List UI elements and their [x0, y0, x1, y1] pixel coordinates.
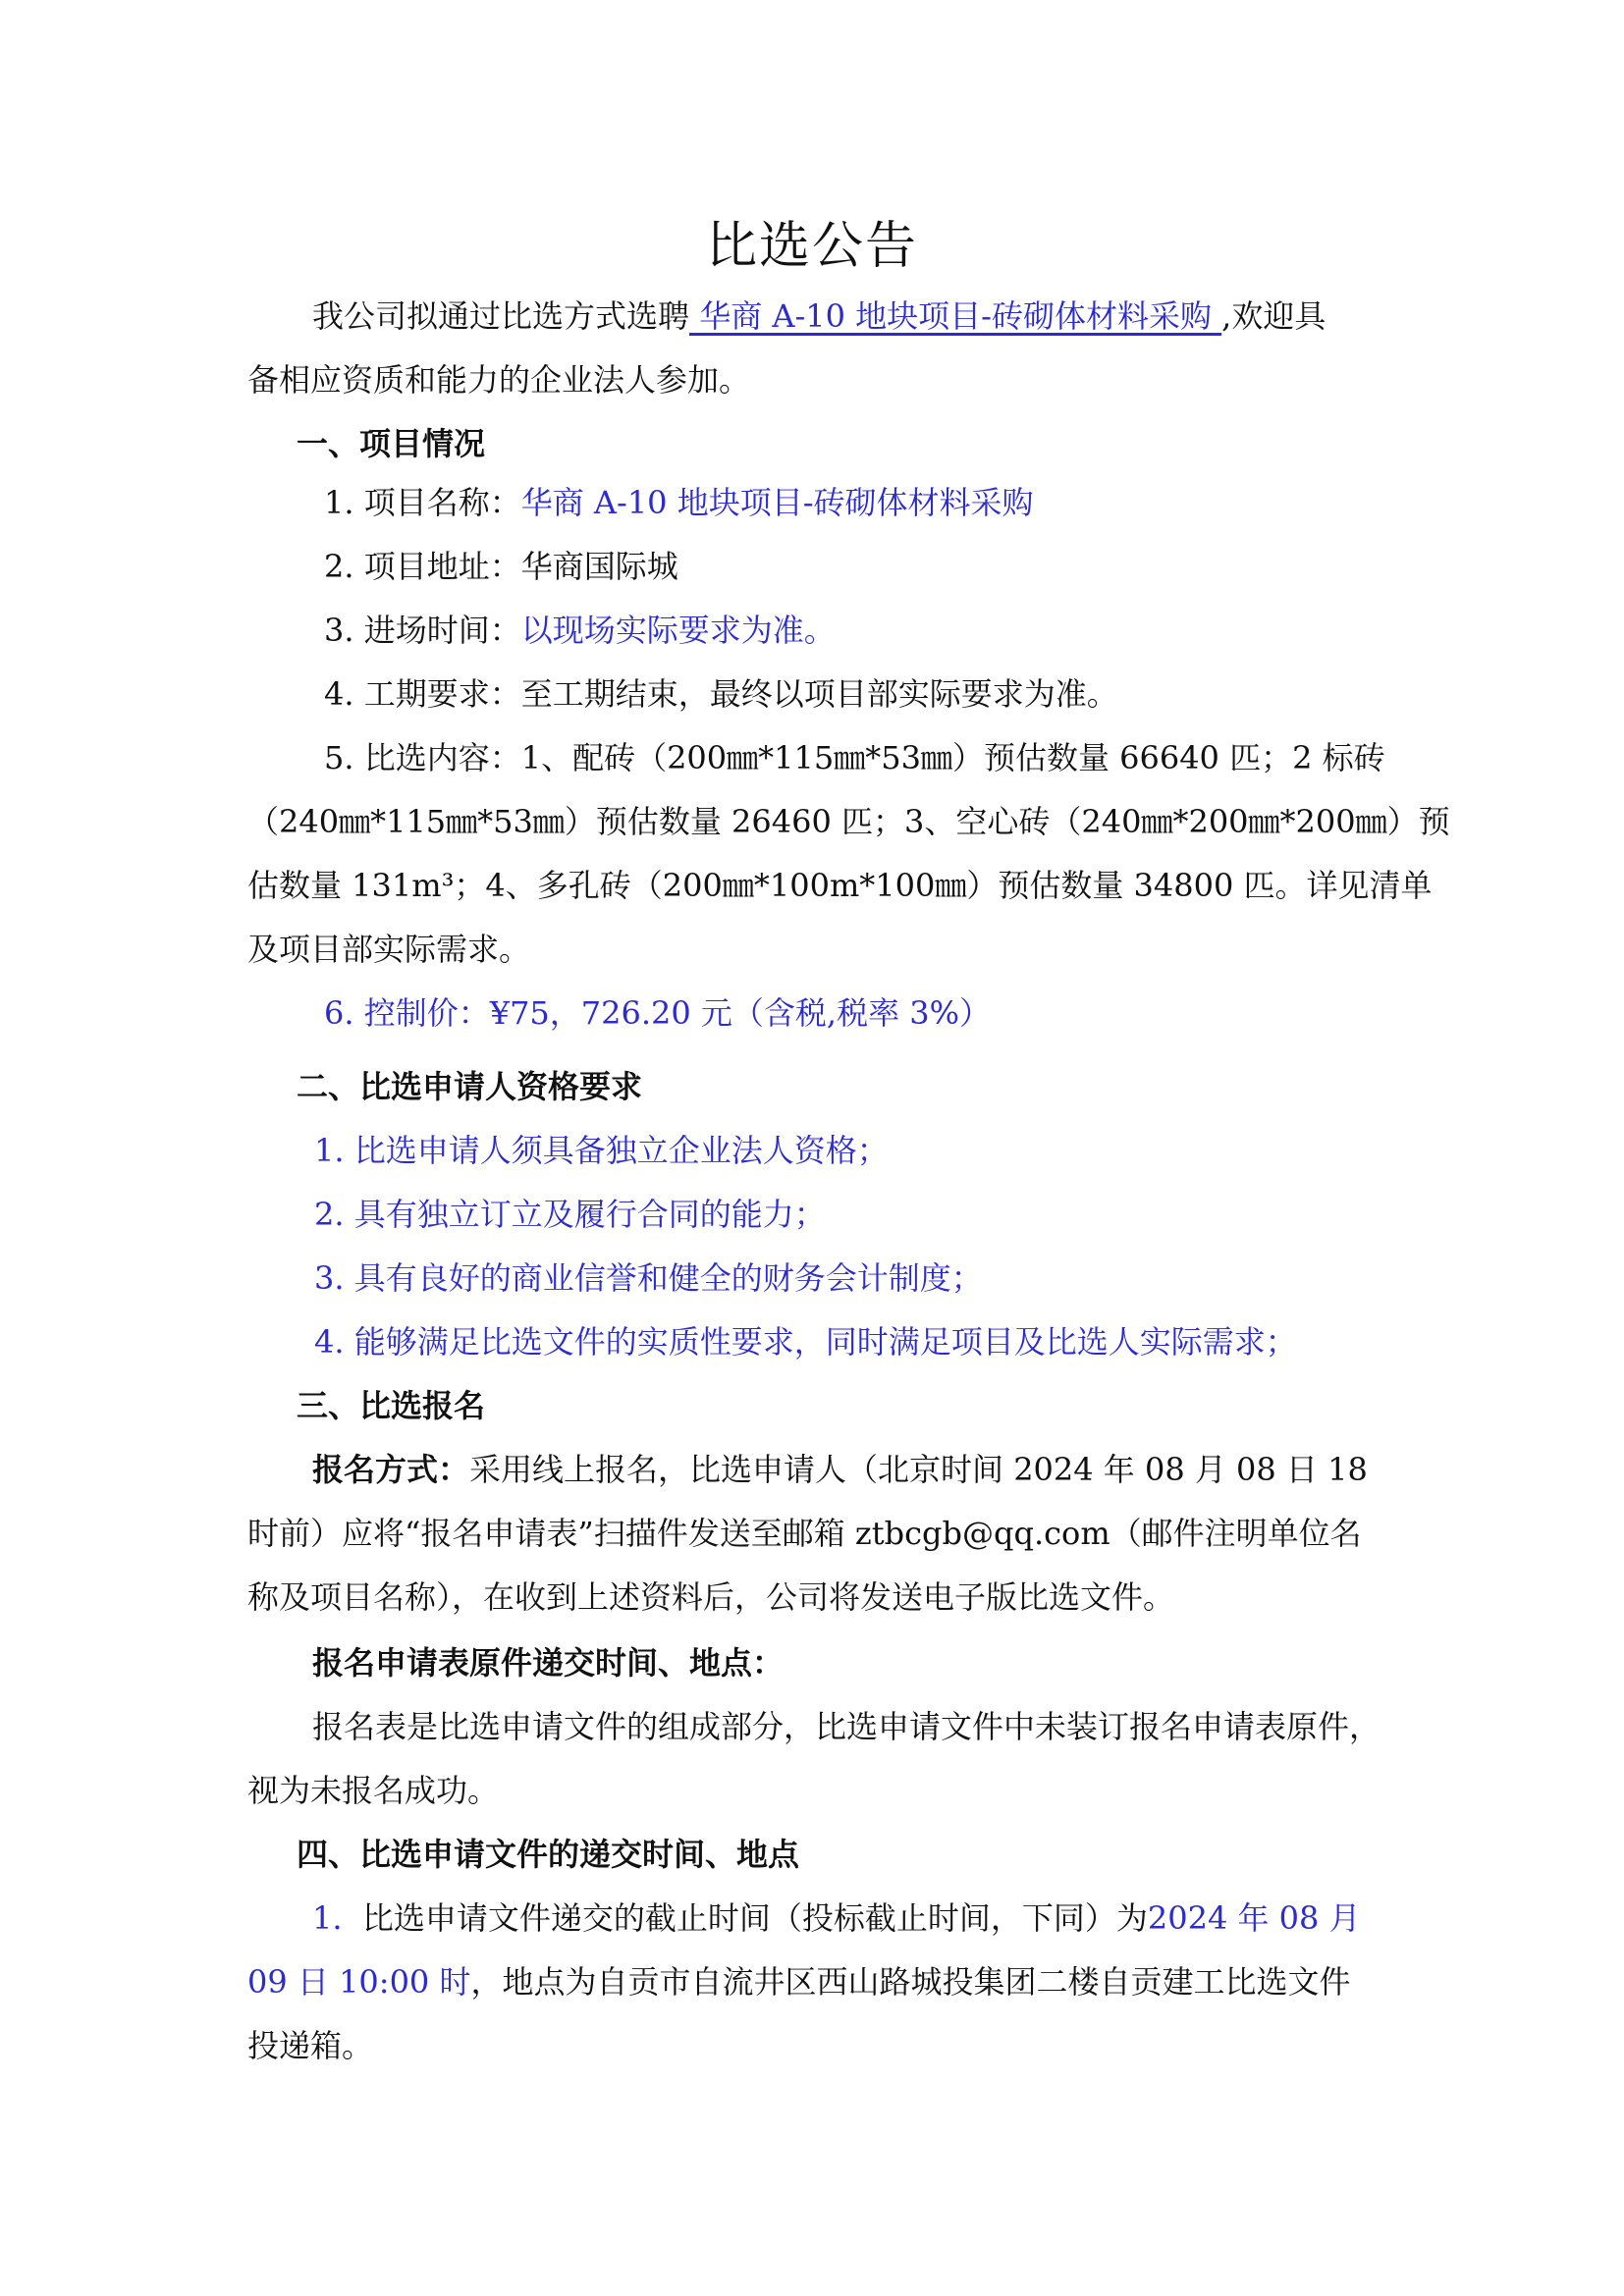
section4-deadline-date-part1: 2024 年 08 月	[1147, 1899, 1361, 1937]
section4-deadline-date-part2: 09 日 10:00 时	[247, 1963, 471, 2001]
section3-original-line2: 视为未报名成功。	[247, 1772, 500, 1809]
section3-original-line1: 报名表是比选申请文件的组成部分，比选申请文件中未装订报名申请表原件，	[312, 1708, 1381, 1745]
section3-method-line2: 时前）应将“报名申请表”扫描件发送至邮箱 ztbcgb@qq.com（邮件注明单位名	[247, 1515, 1362, 1552]
section4-item1-line3: 投递箱。	[247, 2027, 374, 2064]
section4-item1-number: 1.	[312, 1899, 343, 1937]
intro-line-2: 备相应资质和能力的企业法人参加。	[247, 361, 751, 399]
method-label: 报名方式：	[312, 1451, 470, 1488]
section4-item1-line1	[312, 1896, 1361, 1940]
section4-item1-text1: 比选申请文件递交的截止时间（投标截止时间，下同）为	[361, 1899, 1148, 1937]
section1-item6: 6. 控制价：¥75，726.20 元（含税,税率 3%）	[324, 994, 992, 1032]
section2-heading: 二、比选申请人资格要求	[297, 1068, 643, 1105]
intro-line-1	[312, 294, 1326, 338]
section3-method-line3: 称及项目名称），在收到上述资料后，公司将发送电子版比选文件。	[247, 1578, 1175, 1616]
section1-item5-line1: 5. 比选内容：1、配砖（200㎜*115㎜*53㎜）预估数量 66640 匹；2 标砖	[324, 739, 1385, 776]
section1-item5-line2: （240㎜*115㎜*53㎜）预估数量 26460 匹；3、空心砖（240㎜*200㎜*200㎜）预	[247, 803, 1450, 840]
section2-req3: 3. 具有良好的商业信誉和健全的财务会计制度；	[314, 1259, 983, 1297]
section2-req2: 2. 具有独立订立及履行合同的能力；	[314, 1196, 826, 1233]
section1-item3	[324, 609, 836, 652]
section1-item4: 4. 工期要求：至工期结束，最终以项目部实际要求为准。	[324, 675, 1118, 713]
section1-heading: 一、项目情况	[297, 425, 486, 462]
item3-value: 以现场实际要求为准。	[520, 612, 836, 649]
project-name-link[interactable]: 华商 A-10 地块项目-砖砌体材料采购	[689, 297, 1222, 335]
item1-value: 华商 A-10 地块项目-砖砌体材料采购	[520, 484, 1034, 521]
section2-req1: 1. 比选申请人须具备独立企业法人资格；	[314, 1132, 889, 1169]
item1-label: 1. 项目名称：	[324, 484, 521, 521]
page-title: 比选公告	[705, 217, 918, 276]
section1-item5-line4: 及项目部实际需求。	[247, 931, 531, 968]
section3-heading: 三、比选报名	[297, 1387, 486, 1424]
section3-method-line1	[312, 1448, 1368, 1491]
section4-item1-text2: ，地点为自贡市自流井区西山路城投集团二楼自贡建工比选文件	[470, 1963, 1351, 2001]
section1-item2: 2. 项目地址：华商国际城	[324, 548, 678, 585]
section3-original-heading: 报名申请表原件递交时间、地点：	[312, 1644, 785, 1682]
method-text: 采用线上报名，比选申请人（北京时间 2024 年 08 月 08 日 18	[469, 1451, 1368, 1488]
intro-suffix: ,欢迎具	[1221, 297, 1326, 335]
section4-heading: 四、比选申请文件的递交时间、地点	[297, 1836, 800, 1873]
item3-label: 3. 进场时间：	[324, 612, 521, 649]
intro-prefix: 我公司拟通过比选方式选聘	[312, 297, 690, 335]
section2-req4: 4. 能够满足比选文件的实质性要求，同时满足项目及比选人实际需求；	[314, 1323, 1297, 1361]
section1-item1	[324, 481, 1034, 524]
section1-item5-line3: 估数量 131m³；4、多孔砖（200㎜*100m*100㎜）预估数量 34800 匹。详见清单	[247, 867, 1433, 904]
section4-item1-line2	[247, 1960, 1350, 2003]
